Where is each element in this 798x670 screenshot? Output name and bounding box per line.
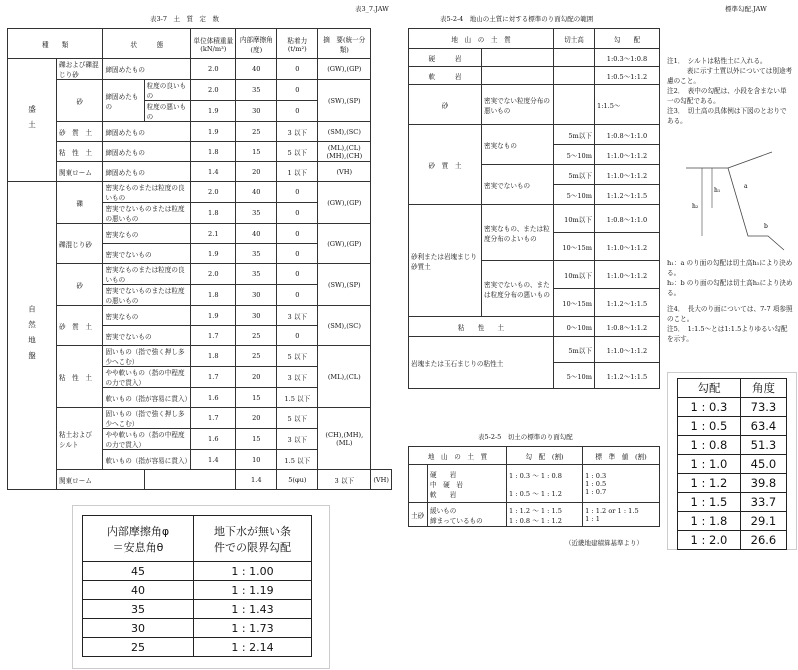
t37-angle: 30 <box>236 101 277 122</box>
diagram-top-line <box>728 152 772 168</box>
t524-slope: 1:1.2～1:1.5 <box>595 363 660 389</box>
t525-standard: 1 : 1.2 or 1 : 1.5 1 : 1 <box>583 503 660 527</box>
table524-title: 表5-2-4 地山の土質に対する標準のり面勾配の範囲 <box>440 15 594 23</box>
kyubai-slope: 1 : 1.0 <box>678 455 741 474</box>
note-h1: h₁：a のり面の勾配は切土高h₁により決める。 <box>667 259 793 277</box>
t37-weight: 1.4 <box>236 470 277 490</box>
t37-cohesion: 3 以下 <box>277 122 318 142</box>
t37-h-cohesion: 粘着力(t/m²) <box>277 29 318 59</box>
t524-height: 5～10m <box>554 185 595 205</box>
t524-slope: 1:1.0～1:1.2 <box>595 261 660 289</box>
t37-h-weight: 単位体積重量(kN/m³) <box>191 29 236 59</box>
t524-height: 5m以下 <box>554 165 595 185</box>
t525-group: 土砂 <box>409 503 428 527</box>
t37-weight: 1.7 <box>191 408 236 429</box>
t37-type: 砂 <box>57 264 103 306</box>
t37-cohesion: 0 <box>277 80 318 101</box>
table37-title: 表3-7 土 質 定 数 <box>150 15 219 23</box>
notes-bottom <box>667 258 793 344</box>
t37-h-class: 摘 要(統一分類) <box>318 29 371 59</box>
t37-state: 締固めたもの <box>103 142 191 162</box>
t37-state <box>144 470 236 490</box>
t37-state: やや軟いもの（指の中程度の力で貫入） <box>103 429 191 450</box>
diagram-h1: h₁ <box>714 187 721 194</box>
t524-soil: 粘 性 土 <box>409 317 554 337</box>
t525-slope: 1 : 0.3 ～ 1 : 0.8 1 : 0.5 ～ 1 : 1.2 <box>507 465 583 503</box>
kyubai-slope: 1 : 0.3 <box>678 398 741 417</box>
t524-height: 10m以下 <box>554 205 595 233</box>
t37-weight: 1.4 <box>191 450 236 470</box>
friction-angle: 45 <box>83 562 194 581</box>
t37-angle: 15 <box>236 142 277 162</box>
slope-angle-table <box>677 378 787 550</box>
t524-state: 密実でないもの、または粒度分布の悪いもの <box>482 261 554 317</box>
cut-height-diagram <box>672 148 792 253</box>
t37-angle: 15 <box>236 429 277 450</box>
t37-angle: 5(φu) <box>277 470 318 490</box>
t37-angle: 15 <box>236 388 277 408</box>
t37-cohesion: 3 以下 <box>277 306 318 326</box>
t524-slope: 1:0.8～1:1.0 <box>595 205 660 233</box>
t524-height: 0～10m <box>554 317 595 337</box>
t37-weight: 1.9 <box>191 244 236 264</box>
t524-slope: 1:0.8～1:1.2 <box>595 317 660 337</box>
friction-box <box>72 505 330 669</box>
kyubai-angle: 73.3 <box>740 398 786 417</box>
t525-h-standard: 標 準 値 (割) <box>583 447 660 465</box>
t524-slope: 1:1.0～1:1.2 <box>595 337 660 363</box>
t524-height: 10～15m <box>554 289 595 317</box>
notes-top <box>667 56 793 126</box>
t37-state: 密実なもの <box>103 224 191 244</box>
t525-slope: 1 : 1.2 ～ 1 : 1.5 1 : 0.8 ～ 1 : 1.2 <box>507 503 583 527</box>
t37-substate: 粒度の悪いもの <box>144 101 191 122</box>
t37-angle: 35 <box>236 244 277 264</box>
t37-angle: 25 <box>236 122 277 142</box>
t37-type: 関東ローム <box>57 162 103 182</box>
t37-state: 締固めたもの <box>103 59 191 80</box>
t37-cohesion: 3 以下 <box>277 367 318 388</box>
t525-source: （近畿地建積算基準より） <box>565 539 643 547</box>
t524-soil: 砂 質 土 <box>409 125 482 205</box>
note-2: 注2． 表中の勾配は、小段を含まない単一の勾配である。 <box>667 87 787 105</box>
t37-class: (GW),(GP) <box>318 224 371 264</box>
t524-h-height: 切土高 <box>554 29 595 49</box>
t37-cohesion: 1 以下 <box>277 162 318 182</box>
note-4: 注4． 長大のり面については、7-7 項参照のこと。 <box>667 305 793 323</box>
t524-height: 10～15m <box>554 233 595 261</box>
t37-class: (SM),(SC) <box>318 122 371 142</box>
t37-weight: 2.1 <box>191 224 236 244</box>
kyubai-angle: 45.0 <box>740 455 786 474</box>
t37-weight: 1.9 <box>191 101 236 122</box>
t37-cohesion: 0 <box>277 224 318 244</box>
t37-type: 砂 質 土 <box>57 122 103 142</box>
t37-h-type: 種 類 <box>8 29 103 59</box>
t37-cohesion: 3 以下 <box>318 470 371 490</box>
t37-cohesion: 0 <box>277 101 318 122</box>
t524-h-soil: 地 山 の 土 質 <box>409 29 554 49</box>
t524-height: 10m以下 <box>554 261 595 289</box>
friction-angle: 30 <box>83 619 194 638</box>
t37-state: 密実でないものまたは粒度の悪いもの <box>103 285 191 306</box>
kyubai-ref-label: 標準勾配.JAW <box>725 5 767 13</box>
friction-slope: 1 : 1.73 <box>194 619 312 638</box>
t37-cohesion: 0 <box>277 59 318 80</box>
standard-cut-slope-table <box>408 446 660 527</box>
t37-cohesion: 0 <box>277 264 318 285</box>
t524-height: 5m以下 <box>554 337 595 363</box>
t37-angle: 30 <box>236 285 277 306</box>
kyubai-h-angle: 角度 <box>740 379 786 398</box>
t37-angle: 40 <box>236 182 277 203</box>
t37-state: 密実でないもの <box>103 244 191 264</box>
t37-weight: 2.0 <box>191 264 236 285</box>
t37-weight: 1.8 <box>191 285 236 306</box>
t525-soil: 緩いもの 締まっているもの <box>428 503 507 527</box>
friction-angle: 40 <box>83 581 194 600</box>
table525-title: 表5-2-5 切土の標準のり面勾配 <box>478 433 573 441</box>
t37-angle: 20 <box>236 367 277 388</box>
t37-state: 固いもの（指で強く押し多少へこむ） <box>103 346 191 367</box>
t524-slope: 1:0.3～1:0.8 <box>595 49 660 67</box>
friction-slope: 1 : 1.43 <box>194 600 312 619</box>
t37-weight: 2.0 <box>191 80 236 101</box>
t37-cohesion: 0 <box>277 203 318 224</box>
t37-weight: 1.8 <box>191 203 236 224</box>
t37-weight: 1.9 <box>191 122 236 142</box>
t37-cohesion: 3 以下 <box>277 429 318 450</box>
t524-slope: 1:0.5～1:1.2 <box>595 67 660 85</box>
kyubai-angle: 39.8 <box>740 474 786 493</box>
t524-slope: 1:1.2～1:1.5 <box>595 185 660 205</box>
note-h2: h₂：b のり面の勾配は切土高h₂により決める。 <box>667 279 793 297</box>
t37-weight: 1.6 <box>191 429 236 450</box>
t37-angle: 25 <box>236 326 277 346</box>
kyubai-angle: 29.1 <box>740 512 786 531</box>
t37-type: 礫混じり砂 <box>57 224 103 264</box>
t37-type: 粘 性 土 <box>57 346 103 408</box>
t37-class: (CH),(MH),(ML) <box>318 408 371 470</box>
t37-class: (VH) <box>371 470 392 490</box>
t37-state: やや軟いもの（指の中程度の力で貫入） <box>103 367 191 388</box>
t37-cohesion: 0 <box>277 244 318 264</box>
t37-h-state: 状 態 <box>103 29 191 59</box>
t37-group-natural: 自然地盤 <box>8 182 57 490</box>
t37-class: (ML),(CL)(MH),(CH) <box>318 142 371 162</box>
t524-soil: 岩塊または玉石まじりの粘性土 <box>409 337 554 389</box>
t525-standard: 1 : 0.3 1 : 0.5 1 : 0.7 <box>583 465 660 503</box>
t37-weight: 1.6 <box>191 388 236 408</box>
kyubai-angle: 63.4 <box>740 417 786 436</box>
kyubai-slope: 1 : 1.5 <box>678 493 741 512</box>
t524-slope: 1:0.8～1:1.0 <box>595 125 660 145</box>
t37-state: 固いもの（指で強く押し多少へこむ） <box>103 408 191 429</box>
t37-angle: 35 <box>236 203 277 224</box>
kyubai-slope: 1 : 1.8 <box>678 512 741 531</box>
cut-slope-range-table <box>408 28 660 389</box>
t37-cohesion: 5 以下 <box>277 408 318 429</box>
note-1: 注1． シルトは粘性土に入れる。 <box>667 57 767 65</box>
t37-angle: 35 <box>236 264 277 285</box>
friction-table <box>82 515 312 657</box>
t37-angle: 20 <box>236 162 277 182</box>
t37-weight: 1.7 <box>191 367 236 388</box>
t524-slope: 1:1.0～1:1.2 <box>595 145 660 165</box>
t37-state: 密実でないものまたは粒度の悪いもの <box>103 203 191 224</box>
t37-type: 粘 性 土 <box>57 142 103 162</box>
diagram-ground-line <box>686 168 784 250</box>
t525-soil: 硬 岩 中 硬 岩 軟 岩 <box>428 465 507 503</box>
t37-state: 軟いもの（指が容易に貫入） <box>103 450 191 470</box>
t37-state: 密実なものまたは粒度の良いもの <box>103 182 191 203</box>
t37-cohesion: 1.5 以下 <box>277 450 318 470</box>
t37-weight: 1.8 <box>191 346 236 367</box>
t37-weight: 1.4 <box>191 162 236 182</box>
kyubai-slope: 1 : 0.8 <box>678 436 741 455</box>
t37-substate: 粒度の良いもの <box>144 80 191 101</box>
t37-class: (GW),(GP) <box>318 182 371 224</box>
friction-h-angle: 内部摩擦角φ ＝安息角θ <box>83 516 194 562</box>
t524-state: 密実なもの <box>482 125 554 165</box>
t37-class: (SW),(SP) <box>318 80 371 122</box>
t37-class: (SW),(SP) <box>318 264 371 306</box>
t37-cohesion: 1.5 以下 <box>277 388 318 408</box>
t524-height: 5～10m <box>554 363 595 389</box>
diagram-h2: h₂ <box>692 203 699 210</box>
t37-cohesion: 0 <box>277 285 318 306</box>
t37-group-fill: 盛土 <box>8 59 57 182</box>
t524-state: 密実なもの、または粒度分布のよいもの <box>482 205 554 261</box>
kyubai-h-slope: 勾配 <box>678 379 741 398</box>
t37-state: 締固めたもの <box>103 80 144 122</box>
t524-height: 5m以下 <box>554 125 595 145</box>
t524-slope: 1:1.5～ <box>595 85 660 125</box>
t37-type: 礫および礫混じり砂 <box>57 59 103 80</box>
t37-state: 締固めたもの <box>103 162 191 182</box>
t37-type: 礫 <box>57 182 103 224</box>
t37-weight: 2.0 <box>191 59 236 80</box>
t524-soil: 硬 岩 <box>409 49 482 67</box>
kyubai-slope: 1 : 2.0 <box>678 531 741 550</box>
note-3: 注3． 切土高の具体例は下図のとおりである。 <box>667 107 787 125</box>
t37-cohesion: 0 <box>277 182 318 203</box>
t37-weight: 1.8 <box>191 142 236 162</box>
t37-class: (GW),(GP) <box>318 59 371 80</box>
kyubai-angle: 26.6 <box>740 531 786 550</box>
friction-angle: 35 <box>83 600 194 619</box>
t37-angle: 25 <box>236 346 277 367</box>
t525-h-soil: 地 山 の 土 質 <box>409 447 507 465</box>
t37-cohesion: 0 <box>277 326 318 346</box>
t524-height: 5～10m <box>554 145 595 165</box>
t37-state: 密実でないもの <box>103 326 191 346</box>
t37-class: (ML),(CL) <box>318 346 371 408</box>
t37-cohesion: 5 以下 <box>277 346 318 367</box>
t37-class: (SM),(SC) <box>318 306 371 346</box>
t37-angle: 35 <box>236 80 277 101</box>
t524-state: 密実でないもの <box>482 165 554 205</box>
t37-angle: 20 <box>236 408 277 429</box>
note-5: 注5． 1:1.5～とは1:1.5よりゆるい勾配を示す。 <box>667 325 788 343</box>
kyubai-angle: 51.3 <box>740 436 786 455</box>
friction-slope: 1 : 1.00 <box>194 562 312 581</box>
t524-soil: 砂 <box>409 85 482 125</box>
t37-state: 締固めたもの <box>103 122 191 142</box>
t37-ref-label: 表3_7.JAW <box>355 5 389 13</box>
friction-slope: 1 : 1.19 <box>194 581 312 600</box>
t37-state: 軟いもの（指が容易に貫入） <box>103 388 191 408</box>
kyubai-slope: 1 : 1.2 <box>678 474 741 493</box>
t524-h-slope: 勾 配 <box>595 29 660 49</box>
t525-h-slope: 勾 配 (割) <box>507 447 583 465</box>
t37-angle: 10 <box>236 450 277 470</box>
friction-h-slope: 地下水が無い条 件での限界勾配 <box>194 516 312 562</box>
soil-constants-table <box>7 28 392 490</box>
t37-angle: 30 <box>236 306 277 326</box>
t37-state: 密実なもの <box>103 306 191 326</box>
diagram-b: b <box>764 223 768 230</box>
t37-weight: 2.0 <box>191 182 236 203</box>
t525-group <box>409 465 428 503</box>
t37-type: 砂 質 土 <box>57 306 103 346</box>
t37-h-angle: 内部摩擦角(度) <box>236 29 277 59</box>
diagram-a: a <box>744 183 748 190</box>
note-1b: 表に示す土質以外については別途考慮のこと。 <box>667 67 793 85</box>
kyubai-slope: 1 : 0.5 <box>678 417 741 436</box>
t37-angle: 40 <box>236 224 277 244</box>
kyubai-angle: 33.7 <box>740 493 786 512</box>
friction-slope: 1 : 2.14 <box>194 638 312 657</box>
t37-cohesion: 5 以下 <box>277 142 318 162</box>
t524-slope: 1:1.0～1:1.2 <box>595 233 660 261</box>
kyubai-box <box>667 372 797 550</box>
t37-weight: 1.9 <box>191 306 236 326</box>
t37-type: 関東ローム <box>57 470 145 490</box>
t37-weight: 1.7 <box>191 326 236 346</box>
t524-slope: 1:1.0～1:1.2 <box>595 165 660 185</box>
t524-slope: 1:1.2～1:1.5 <box>595 289 660 317</box>
t37-state: 密実なものまたは粒度の良いもの <box>103 264 191 285</box>
t37-class: (VH) <box>318 162 371 182</box>
t524-soil: 軟 岩 <box>409 67 482 85</box>
t37-angle: 40 <box>236 59 277 80</box>
t524-soil: 砂利または岩塊まじり砂質土 <box>409 205 482 317</box>
t37-type: 砂 <box>57 80 103 122</box>
t37-type: 粘土および シルト <box>57 408 103 470</box>
t524-state: 密実でない粒度分布の悪いもの <box>482 85 554 125</box>
friction-angle: 25 <box>83 638 194 657</box>
